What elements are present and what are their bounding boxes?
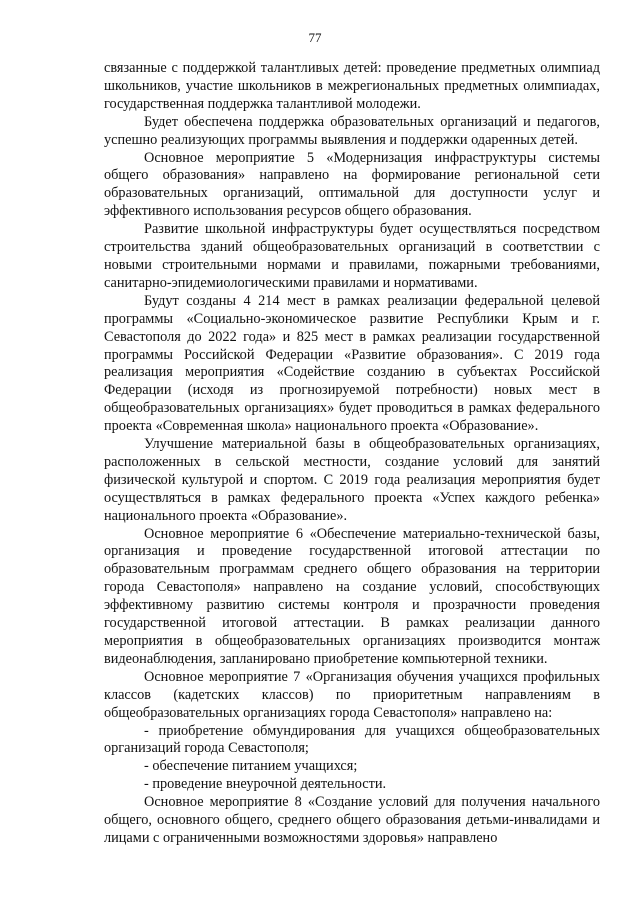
document-body — [104, 60, 600, 848]
list-item: - приобретение обмундирования для учащихся общеобразовательных организаций города Севастополя; — [104, 722, 600, 757]
list-item: - проведение внеурочной деятельности. — [144, 776, 387, 793]
paragraph: Будет обеспечена поддержка образовательных организаций и педагогов, успешно реализующих программы выявления и поддержки одаренных детей. — [104, 113, 600, 148]
page-number: 77 — [308, 30, 322, 45]
paragraph: Основное мероприятие 6 «Обеспечение материально-технической базы, организация и проведение государственной итоговой аттестации по образовательным программам среднего общего образования на территории города Севастополя» направлено на создание условий, способствующих эффективному развитию системы контроля и прозрачности проведения государственной итоговой аттестации. В рамках реализации данного мероприятия в общеобразовательных организациях производится монтаж видеонаблюдения, запланировано приобретение компьютерной техники. — [104, 525, 600, 667]
paragraph: Основное мероприятие 8 «Создание условий для получения начального общего, основного общего, среднего общего образования детьми-инвалидами и лицами с ограниченными возможностями здоровья» направлено — [104, 794, 600, 846]
paragraph: Основное мероприятие 5 «Модернизация инфраструктуры системы общего образования» направлено на формирование региональной сети образовательных организаций, оптимальной для доступности услуг и эффективного использования ресурсов общего образования. — [104, 149, 600, 220]
paragraph: Улучшение материальной базы в общеобразовательных организациях, расположенных в сельской местности, создание условий для занятий физической культурой и спортом. С 2019 года реализация мероприятия будет осуществляться в рамках федерального проекта «Успех каждого ребенка» национального проекта «Образование». — [104, 436, 600, 524]
paragraph: Будут созданы 4 214 мест в рамках реализации федеральной целевой программы «Социально-экономическое развитие Республики Крым и г. Севастополя до 2022 года» и 825 мест в рамках реализации государственной программы Российской Федерации «Развитие образования». С 2019 года реализация мероприятия «Содействие созданию в субъектах Российской Федерации (исходя из прогнозируемой потребности) новых мест в общеобразовательных организациях» будет проводиться в рамках федерального проекта «Современная школа» национального проекта «Образование». — [104, 292, 600, 435]
paragraph: Развитие школьной инфраструктуры будет осуществляться посредством строительства зданий общеобразовательных организаций в соответствии с новыми строительными нормами и правилами, пожарными требованиями, санитарно-эпидемиологическими правилами и нормативами. — [104, 221, 600, 291]
paragraph: связанные с поддержкой талантливых детей: проведение предметных олимпиад школьников, участие школьников в межрегиональных предметных олимпиадах, государственная поддержка талантливой молодежи. — [104, 60, 600, 112]
paragraph: Основное мероприятие 7 «Организация обучения учащихся профильных классов (кадетских классов) по приоритетным направлениям в общеобразовательных организациях города Севастополя» направлено на: — [104, 668, 600, 721]
list-item: - обеспечение питанием учащихся; — [144, 758, 358, 775]
